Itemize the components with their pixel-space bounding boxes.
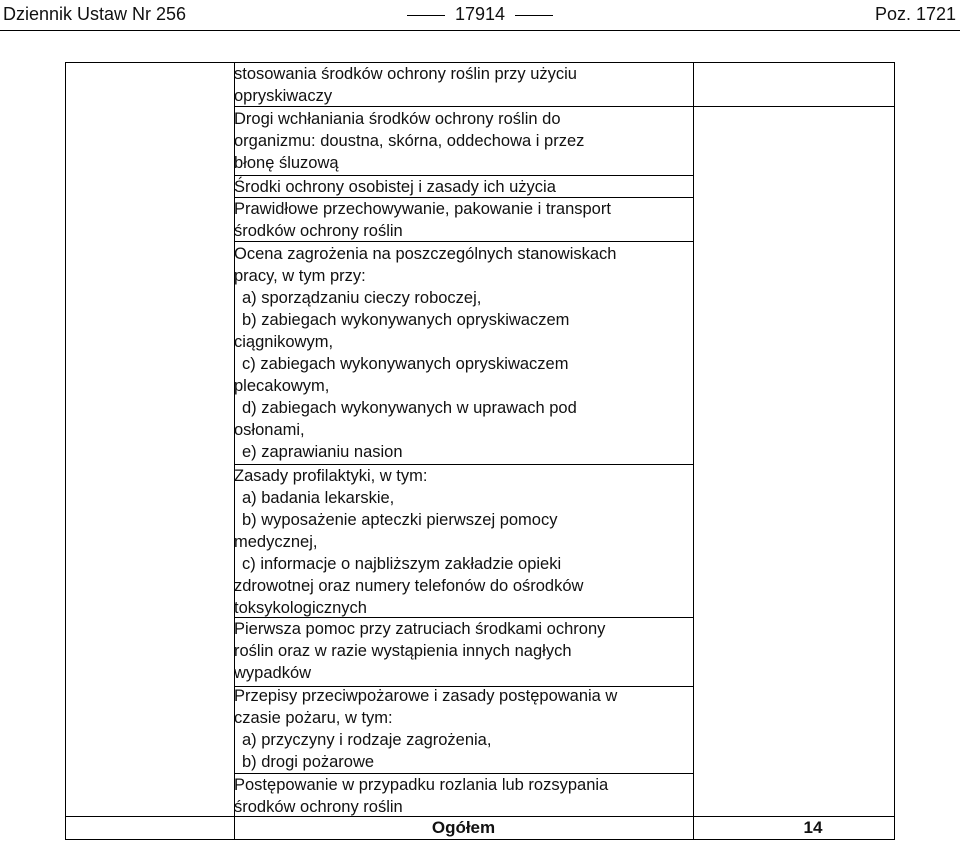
journal-title: Dziennik Ustaw Nr 256 (3, 4, 187, 24)
topic-subitem: b) zabiegach wykonywanych opryskiwaczem (242, 311, 570, 329)
table-border-right (894, 62, 895, 840)
topic-line: roślin oraz w razie wystąpienia innych nagłych (234, 642, 572, 660)
topic-line: medycznej, (234, 533, 318, 551)
topic-line: Środki ochrony osobistej i zasady ich użycia (234, 178, 556, 196)
topic-line: środków ochrony roślin (234, 798, 403, 816)
topic-row (234, 774, 693, 818)
topic-line: Prawidłowe przechowywanie, pakowanie i transport (234, 200, 611, 218)
topic-line: środków ochrony roślin (234, 222, 403, 240)
topic-line: Przepisy przeciwpożarowe i zasady postępowania w (234, 687, 618, 705)
topic-row (234, 618, 693, 684)
topic-line: Zasady profilaktyki, w tym: (234, 467, 428, 485)
topic-row (234, 465, 693, 619)
topic-subitem: d) zabiegach wykonywanych w uprawach pod (242, 399, 577, 417)
topic-line: organizmu: doustna, skórna, oddechowa i przez (234, 132, 585, 150)
topic-row (234, 108, 693, 174)
position-number: Poz. 1721 (874, 4, 956, 24)
dash-left (407, 15, 445, 16)
topic-line: pracy, w tym przy: (234, 267, 366, 285)
topic-row (234, 243, 693, 463)
topic-line: ciągnikowym, (234, 333, 334, 351)
page-number (0, 4, 960, 25)
topic-row (234, 685, 693, 773)
topic-subitem: b) wyposażenie apteczki pierwszej pomocy (242, 511, 558, 529)
topic-line: wypadków (234, 664, 312, 682)
total-hours: 14 (803, 818, 823, 837)
topic-subitem: c) zabiegach wykonywanych opryskiwaczem (242, 355, 569, 373)
topic-line: toksykologicznych (234, 599, 367, 617)
table-border-left (65, 62, 66, 840)
topic-row (234, 176, 693, 198)
topic-line: Drogi wchłaniania środków ochrony roślin do (234, 110, 561, 128)
topic-subitem: c) informacje o najbliższym zakładzie opieki (242, 555, 562, 573)
dash-right (515, 15, 553, 16)
topic-line: błonę śluzową (234, 154, 339, 172)
topic-line: czasie pożaru, w tym: (234, 709, 393, 727)
topic-row (234, 63, 693, 107)
topic-line: Postępowanie w przypadku rozlania lub rozsypania (234, 776, 609, 794)
topic-line: opryskiwaczy (234, 87, 333, 105)
topic-subitem: a) badania lekarskie, (242, 489, 395, 507)
topic-subitem: a) przyczyny i rodzaje zagrożenia, (242, 731, 492, 749)
page-header (0, 0, 960, 31)
total-label: Ogółem (431, 818, 496, 837)
topic-line: zdrowotnej oraz numery telefonów do ośrodków (234, 577, 584, 595)
topic-line: Pierwsza pomoc przy zatruciach środkami ochrony (234, 620, 606, 638)
page-number-text: 17914 (454, 4, 506, 24)
topic-subitem: e) zaprawianiu nasion (242, 443, 403, 461)
topic-row (234, 198, 693, 242)
topic-line: plecakowym, (234, 377, 330, 395)
table-bottom-border (65, 839, 895, 840)
topic-subitem: a) sporządzaniu cieczy roboczej, (242, 289, 482, 307)
topic-line: stosowania środków ochrony roślin przy użyciu (234, 65, 577, 83)
table-col-divider (693, 62, 694, 840)
topic-line: Ocena zagrożenia na poszczególnych stanowiskach (234, 245, 617, 263)
topic-line: osłonami, (234, 421, 305, 439)
topic-subitem: b) drogi pożarowe (242, 753, 375, 771)
